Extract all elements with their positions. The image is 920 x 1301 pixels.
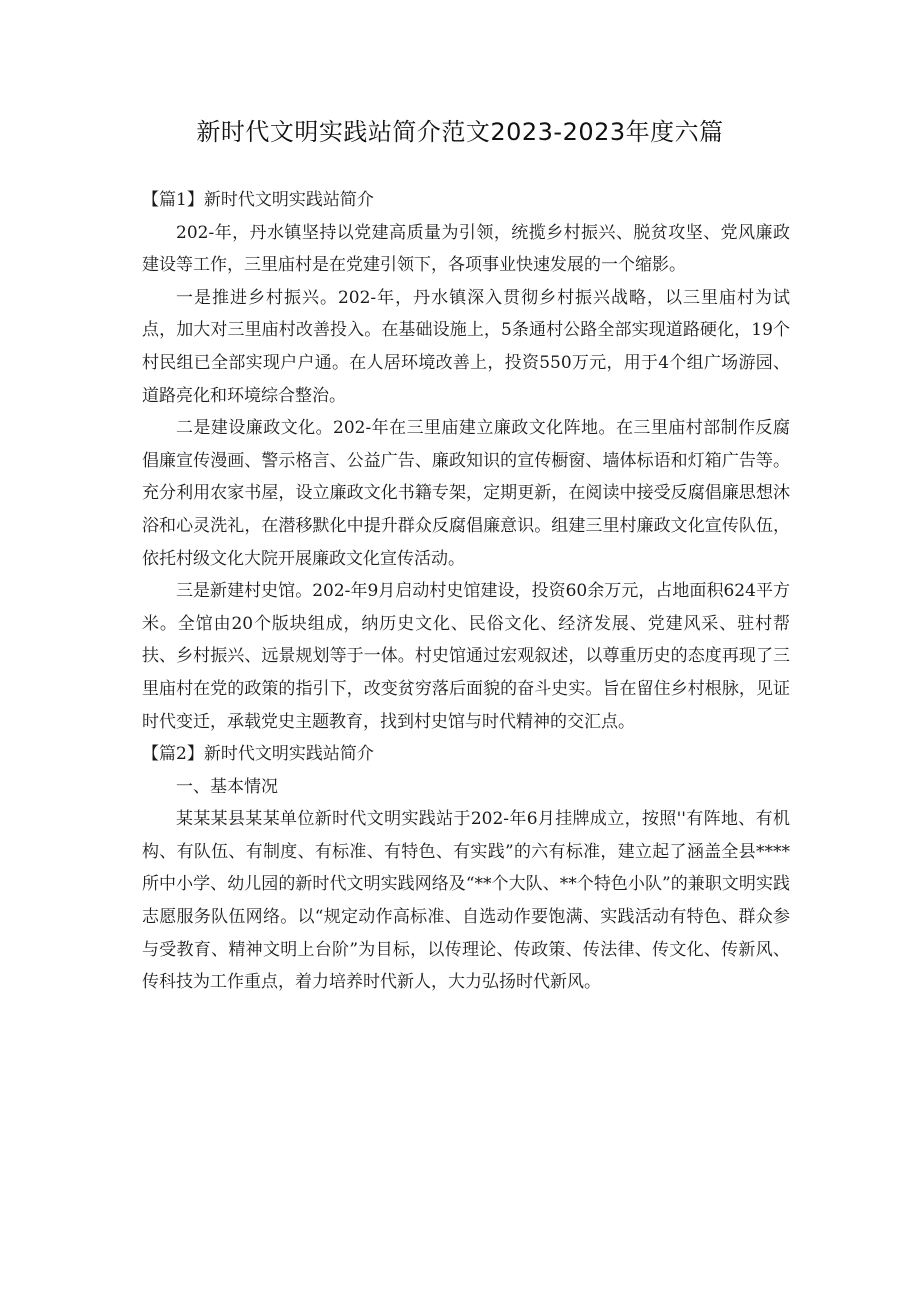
section-2 bbox=[142, 738, 790, 999]
paragraph: 一是推进乡村振兴。202-年，丹水镇深入贯彻乡村振兴战略，以三里庙村为试点，加大对三里庙村改善投入。在基础设施上，5条通村公路全部实现道路硬化，19个村民组已全部实现户户通。在人居环境改善上，投资550万元，用于4个组广场游园、道路亮化和环境综合整治。 bbox=[142, 287, 790, 406]
document-body bbox=[142, 184, 790, 999]
section-1 bbox=[142, 184, 790, 738]
paragraph: 某某某县某某单位新时代文明实践站于202-年6月挂牌成立，按照''有阵地、有机构、有队伍、有制度、有标准、有特色、有实践”的六有标准，建立起了涵盖全县****所中小学、幼儿园的新时代文明实践网络及“**个大队、**个特色小队”的兼职文明实践志愿服务队伍网络。以“规定动作高标准、自选动作要饱满、实践活动有特色、群众参与受教育、精神文明上台阶”为目标，以传理论、传政策、传法律、传文化、传新风、传科技为工作重点，着力培养时代新人，大力弘扬时代新风。 bbox=[142, 809, 790, 993]
paragraph: 202-年，丹水镇坚持以党建高质量为引领，统揽乡村振兴、脱贫攻坚、党风廉政建设等工作，三里庙村是在党建引领下，各项事业快速发展的一个缩影。 bbox=[142, 222, 790, 276]
subsection-heading: 一、基本情况 bbox=[176, 776, 278, 797]
paragraph: 三是新建村史馆。202-年9月启动村史馆建设，投资60余万元，占地面积624平方米。全馆由20个版块组成，纳历史文化、民俗文化、经济发展、党建风采、驻村帮扶、乡村振兴、远景规划等于一体。村史馆通过宏观叙述，以尊重历史的态度再现了三里庙村在党的政策的指引下，改变贫穷落后面貌的奋斗史实。旨在留住乡村根脉，见证时代变迁，承载党史主题教育，找到村史馆与时代精神的交汇点。 bbox=[142, 581, 790, 732]
paragraph: 二是建设廉政文化。202-年在三里庙建立廉政文化阵地。在三里庙村部制作反腐倡廉宣传漫画、警示格言、公益广告、廉政知识的宣传橱窗、墙体标语和灯箱广告等。充分利用农家书屋，设立廉政文化书籍专架，定期更新，在阅读中接受反腐倡廉思想沐浴和心灵洗礼，在潜移默化中提升群众反腐倡廉意识。组建三里村廉政文化宣传队伍，依托村级文化大院开展廉政文化宣传活动。 bbox=[142, 418, 790, 569]
section-heading: 【篇1】新时代文明实践站简介 bbox=[142, 190, 374, 210]
section-heading: 【篇2】新时代文明实践站简介 bbox=[142, 744, 374, 765]
document-title: 新时代文明实践站简介范文2023-2023年度六篇 bbox=[196, 118, 724, 146]
